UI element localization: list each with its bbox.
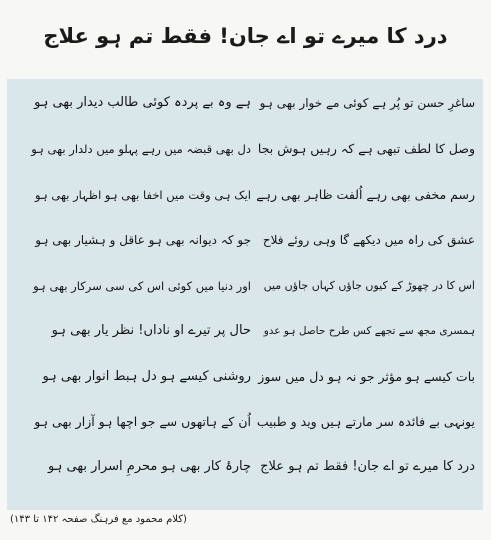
verse-line-right-4: عشق کی راہ میں دیکھے گا وہی روئے فلاح xyxy=(262,233,475,247)
verse-line-right-2: وصل کا لطف تبھی ہے کہ رہیں ہوش بجا xyxy=(257,141,475,156)
verse-line-left-5: اور دنیا میں کوئی اس کی سی سرکار بھی ہو xyxy=(33,279,251,293)
verse-line-right-3: رسم مخفی بھی رہے اُلفت ظاہر بھی رہے xyxy=(256,187,475,202)
verse-line-right-5: اس کا در چھوڑ کے کیوں جاؤں کہاں جاؤں میں xyxy=(263,279,475,292)
poem-panel xyxy=(7,79,483,510)
verse-line-left-8: اُن کے ہاتھوں سے جو اچھا ہو آزار بھی ہو xyxy=(34,414,251,429)
source-caption: (کلام محمود مع فرہنگ صفحہ ۱۴۲ تا ۱۴۳) xyxy=(10,514,187,525)
left-column xyxy=(31,79,251,510)
verse-line-right-9: درد کا میرے تو اے جان! فقط تم ہو علاج xyxy=(260,459,475,474)
verse-line-left-6: حال پر تیرے او ناداں! نظر یار بھی ہو xyxy=(51,323,251,338)
poem-title: درد کا میرے تو اے جان! فقط تم ہو علاج xyxy=(43,24,448,48)
verse-line-left-9: چارۂ کار بھی ہو محرمِ اسرار بھی ہو xyxy=(48,459,251,474)
verse-line-left-4: جو کہ دیوانہ بھی ہو عاقل و ہشیار بھی ہو xyxy=(35,233,251,247)
verse-line-right-1: ساغرِ حسن تو پُر ہے کوئی مے خوار بھی ہو xyxy=(259,96,475,110)
right-column xyxy=(255,79,475,510)
verse-line-left-1: ہے وہ بے پردہ کوئی طالب دیدار بھی ہو xyxy=(34,95,251,110)
verse-line-right-8: یونہی بے فائدہ سر مارتے ہیں وید و طبیب xyxy=(256,414,475,429)
verse-line-left-3: ایک ہی وقت میں اخفا بھی ہو اظہار بھی ہو xyxy=(35,188,251,202)
verse-line-left-7: روشنی کیسے ہو دل ہبط انوار بھی ہو xyxy=(42,369,251,384)
verse-line-right-7: بات کیسے ہو مؤثر جو نہ ہو دل میں سوز xyxy=(258,369,475,384)
verse-line-left-2: دل بھی قبضہ میں رہے پہلو میں دلدار بھی ہو xyxy=(31,142,251,156)
verse-line-right-6: ہمسری مجھ سے تجھے کس طرح حاصل ہو عدو xyxy=(263,325,475,337)
